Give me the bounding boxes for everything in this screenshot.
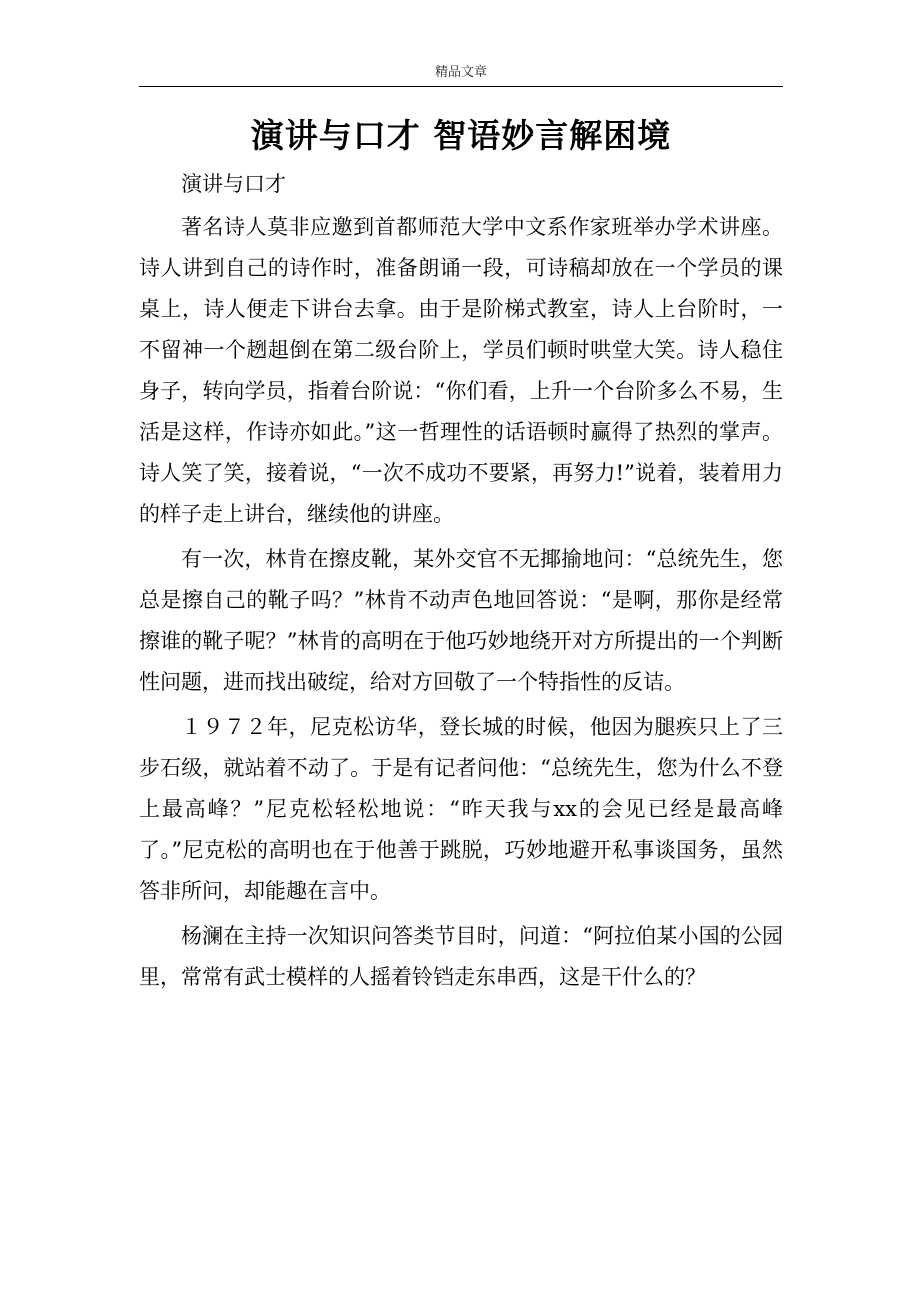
paragraph-3: １９７２年，尼克松访华，登长城的时候，他因为腿疾只上了三步石级，就站着不动了。于是有记者问他：“总统先生，您为什么不登上最高峰？”尼克松轻松地说：“昨天我与xx的会见已经是最高峰了。”尼克松的高明也在于他善于跳脱，巧妙地避开私事谈国务，虽然答非所问，却能趣在言中。 xyxy=(139,715,783,903)
header-divider xyxy=(139,86,783,87)
article-subtitle: 演讲与口才 xyxy=(181,172,286,196)
paragraph-2: 有一次，林肯在擦皮靴，某外交官不无揶揄地问：“总统先生，您总是擦自己的靴子吗？”林肯不动声色地回答说：“是啊，那你是经常擦谁的靴子呢？”林肯的高明在于他巧妙地绕开对方所提出的一个判断性问题，进而找出破绽，给对方回敬了一个特指性的反诘。 xyxy=(139,547,783,694)
page-header-label: 精品文章 xyxy=(434,65,487,80)
article-title: 演讲与口才 智语妙言解困境 xyxy=(250,116,672,155)
paragraph-4: 杨澜在主持一次知识问答类节目时，问道：“阿拉伯某小国的公园里，常常有武士模样的人摇着铃铛走东串西，这是干什么的？ xyxy=(139,924,783,989)
paragraph-1: 著名诗人莫非应邀到首都师范大学中文系作家班举办学术讲座。诗人讲到自己的诗作时，准备朗诵一段，可诗稿却放在一个学员的课桌上，诗人便走下讲台去拿。由于是阶梯式教室，诗人上台阶时，一不留神一个趔趄倒在第二级台阶上，学员们顿时哄堂大笑。诗人稳住身子，转向学员，指着台阶说：“你们看，上升一个台阶多么不易，生活是这样，作诗亦如此。”这一哲理性的话语顿时赢得了热烈的掌声。诗人笑了笑，接着说，“一次不成功不要紧，再努力!”说着，装着用力的样子走上讲台，继续他的讲座。 xyxy=(139,215,783,526)
article-body xyxy=(139,164,783,1002)
